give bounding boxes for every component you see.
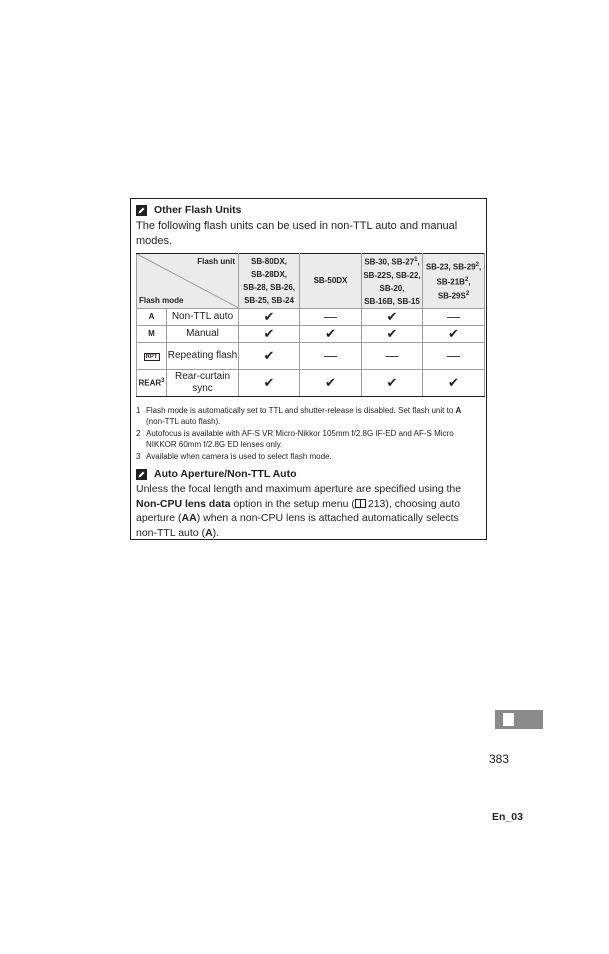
table-row (137, 342, 485, 369)
mode-name: Rear-curtain sync (167, 369, 239, 396)
language-code: En_03 (492, 811, 523, 823)
repeating-flash-icon: RPT (145, 353, 158, 360)
other-flash-units-note (130, 198, 487, 540)
check-cell: ✔ (423, 325, 485, 342)
mode-name: Repeating flash (167, 342, 239, 369)
check-cell: ✔ (423, 369, 485, 396)
footnotes (136, 405, 481, 463)
note-heading (136, 466, 481, 482)
table-row (137, 325, 485, 342)
footnote: 3 Available when camera is used to select flash mode. (136, 451, 332, 461)
auto-aperture-paragraph: Unless the focal length and maximum aperture are specified using the Non-CPU lens data option in the setup menu ( 213), choosing auto aperture (AA) when a non-CPU lens is attached automatically selects non-TTL auto (A). (136, 483, 462, 539)
flash-mode-label: Flash mode (139, 295, 184, 305)
section-tab-marker (495, 710, 543, 729)
check-cell: ✔ (362, 325, 423, 342)
check-cell: — (300, 308, 362, 325)
notes-tab-icon (503, 713, 514, 726)
check-cell: ✔ (362, 369, 423, 396)
footnote: 1 Flash mode is automatically set to TTL and shutter-release is disabled. Set flash unit to A (non-TTL auto flash). (136, 405, 462, 427)
mode-code (137, 342, 167, 369)
note-title: Other Flash Units (154, 204, 242, 216)
check-cell: ✔ (239, 342, 300, 369)
page-number: 383 (489, 752, 510, 766)
check-cell: ✔ (239, 325, 300, 342)
mode-code: A (137, 308, 167, 325)
column-header-sb80dx: SB-80DX, SB-28DX, SB-28, SB-26, SB-25, SB-24 (239, 254, 300, 309)
pencil-icon (136, 205, 147, 216)
flash-unit-label: Flash unit (197, 257, 235, 266)
column-header-sb30: SB-30, $SB-27^1$, SB-22S, SB-22, SB-20, SB-16B, SB-15 (362, 254, 423, 309)
mode-name: Manual (167, 325, 239, 342)
column-header-sb23: SB-23, $SB-29^2$, $SB-21B^2$, $SB-29S^2$ (423, 254, 485, 309)
note-title: Auto Aperture/Non-TTL Auto (154, 468, 297, 481)
footnote: 2 Autofocus is available with AF-S VR Micro-Nikkor 105mm f/2.8G IF-ED and AF-S Micro NIKKOR 60mm f/2.8G ED lenses only. (136, 428, 454, 450)
mode-code: M (137, 325, 167, 342)
table-row (137, 308, 485, 325)
mode-code: REAR$^3$ (137, 369, 167, 396)
note-heading (136, 202, 481, 218)
check-cell: — (423, 342, 485, 369)
table-corner-cell (137, 254, 239, 309)
column-header-sb50dx: SB-50DX (300, 254, 362, 309)
check-cell: — (362, 342, 423, 369)
check-cell: — (300, 342, 362, 369)
check-cell: ✔ (362, 308, 423, 325)
note-intro: The following flash units can be used in non-TTL auto and manual modes. (136, 220, 458, 247)
check-cell: ✔ (239, 369, 300, 396)
table-row (137, 369, 485, 396)
check-cell: ✔ (300, 369, 362, 396)
mode-name: Non-TTL auto (167, 308, 239, 325)
book-reference-icon (355, 499, 366, 508)
pencil-icon (136, 469, 147, 480)
menu-option-name: Non-CPU lens data (136, 497, 231, 510)
flash-units-table (136, 253, 485, 397)
check-cell: — (423, 308, 485, 325)
check-cell: ✔ (239, 308, 300, 325)
check-cell: ✔ (300, 325, 362, 342)
